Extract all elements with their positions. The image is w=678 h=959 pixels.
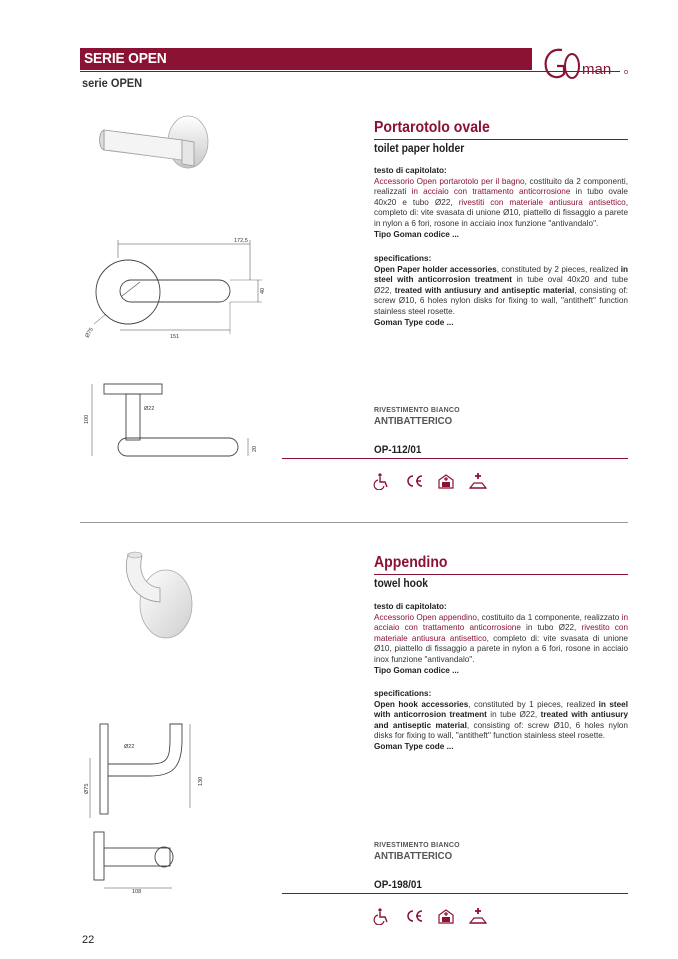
- text-segment: in steel with anticorrosion treatment: [374, 699, 629, 720]
- text-segment: , costituito da 2 componenti, realizzati: [374, 176, 629, 197]
- dim-label: Ø75: [84, 783, 90, 794]
- text-segment: rivestito con materiale antiusura antisettico: [374, 623, 629, 643]
- dim-label: Ø75: [84, 326, 95, 339]
- svg-text:man: man: [582, 61, 612, 78]
- hospital-icon: [436, 472, 456, 490]
- text-segment: treated with antiusury and antiseptic material: [394, 285, 575, 295]
- description-it-body: [374, 613, 628, 666]
- wheelchair-icon: [372, 907, 392, 925]
- text-segment: Open Paper holder accessories: [374, 264, 497, 274]
- hook-drawing-side: [80, 718, 220, 818]
- text-segment: in tubo Ø22,: [520, 623, 582, 633]
- description-en-body: [374, 265, 628, 318]
- description-en-label: specifications:: [374, 254, 432, 263]
- hook-drawing-top: [80, 826, 200, 894]
- wheelchair-icon: [372, 472, 392, 490]
- description-en: [374, 254, 628, 328]
- dim-label: 20: [252, 445, 258, 452]
- product-subtitle: toilet paper holder: [374, 143, 465, 155]
- ce-mark-icon: [404, 472, 424, 490]
- goman-logo: [540, 44, 632, 84]
- product-subtitle: towel hook: [374, 578, 429, 590]
- text-segment: , costituito da 1 componente, realizzato: [477, 612, 622, 622]
- text-segment: , completo di: vite svasata di unione Ø10, piattello di fissaggio a parete in nylon a 6 fori, rosone in acciaio inox funzione "antivandalo".: [374, 633, 628, 664]
- text-segment: in acciaio con trattamento anticorrosione: [411, 187, 571, 197]
- towel-hook-photo: [104, 546, 204, 646]
- text-segment: treated with antiusury and antiseptic material: [374, 710, 628, 730]
- dim-label: 172,5: [234, 238, 248, 244]
- header-rule: [80, 71, 620, 72]
- toilet-paper-holder-photo: [90, 106, 220, 198]
- dim-label: Ø22: [144, 406, 155, 412]
- text-segment: , constituted by 2 pieces, realized: [496, 264, 621, 274]
- text-segment: Open hook accessories: [374, 699, 469, 709]
- certification-icons: [372, 907, 488, 925]
- description-en: [374, 689, 628, 753]
- text-segment: , consisting of: screw Ø10, 6 holes nylon disks for fixing to wall, "antitheft" function stainless steel rosette.: [374, 720, 628, 741]
- product-code: OP-198/01: [374, 879, 422, 891]
- product-title: Portarotolo ovale: [374, 119, 490, 136]
- dim-label: Ø22: [124, 744, 135, 750]
- text-segment: in acciaio con trattamento anticorrosione: [374, 612, 628, 633]
- finish-line2: ANTIBATTERICO: [374, 415, 453, 427]
- hospital-icon: [436, 907, 456, 925]
- description-it-body: [374, 177, 628, 230]
- text-segment: in steel with anticorrosion treatment: [374, 264, 628, 285]
- finish-line1: RIVESTIMENTO BIANCO: [374, 842, 460, 849]
- product-code-en: Goman Type code ...: [374, 741, 454, 751]
- series-title: SERIE OPEN: [84, 50, 167, 67]
- text-segment: in tubo ovale 40x20 e tubo Ø22,: [374, 187, 628, 207]
- text-segment: in tube oval 40x20 and tube Ø22,: [374, 275, 628, 295]
- dim-label: 151: [170, 334, 180, 340]
- product-code: OP-112/01: [374, 444, 422, 456]
- description-it: [374, 602, 628, 676]
- dim-label: 108: [132, 889, 142, 894]
- product-code-it: Tipo Goman codice ...: [374, 229, 459, 239]
- description-en-body: [374, 700, 628, 742]
- dim-label: 130: [198, 776, 204, 786]
- series-subtitle: serie OPEN: [82, 76, 143, 90]
- code-rule: [282, 893, 628, 894]
- text-segment: rivestiti con materiale antiusura antisettico: [458, 197, 626, 207]
- section-divider: [80, 522, 628, 523]
- page-number: 22: [82, 934, 95, 946]
- certification-icons: [372, 472, 488, 490]
- text-segment: Accessorio Open appendino: [374, 612, 477, 622]
- text-segment: , completo di: vite svasata di unione Ø10, piattello di fissaggio a parete in nylon a 6 fori, rosone in acciaio inox funzione "antivandalo".: [374, 197, 628, 228]
- text-segment: Accessorio Open portarotolo per il bagno: [374, 176, 525, 186]
- text-segment: , consisting of: screw Ø10, 6 holes nylon disks for fixing to wall, "antitheft" function stainless steel rosette.: [374, 285, 628, 316]
- product-title: Appendino: [374, 554, 448, 571]
- title-rule: [374, 574, 628, 575]
- ce-mark-icon: [404, 907, 424, 925]
- tech-drawing-top: [80, 378, 270, 460]
- title-rule: [374, 139, 628, 140]
- medical-care-icon: [468, 907, 488, 925]
- description-en-label: specifications:: [374, 689, 432, 698]
- dim-label: 40: [260, 287, 266, 294]
- tech-drawing-front: [80, 238, 270, 346]
- dim-label: 100: [84, 414, 90, 424]
- medical-care-icon: [468, 472, 488, 490]
- code-rule: [282, 458, 628, 459]
- description-it: [374, 166, 628, 240]
- description-it-label: testo di capitolato:: [374, 602, 447, 611]
- product-code-it: Tipo Goman codice ...: [374, 665, 459, 675]
- text-segment: , constituted by 1 pieces, realized: [468, 699, 599, 709]
- finish-line2: ANTIBATTERICO: [374, 850, 453, 862]
- text-segment: in tube Ø22,: [486, 710, 541, 720]
- description-it-label: testo di capitolato:: [374, 166, 447, 175]
- finish-line1: RIVESTIMENTO BIANCO: [374, 407, 460, 414]
- product-code-en: Goman Type code ...: [374, 317, 454, 327]
